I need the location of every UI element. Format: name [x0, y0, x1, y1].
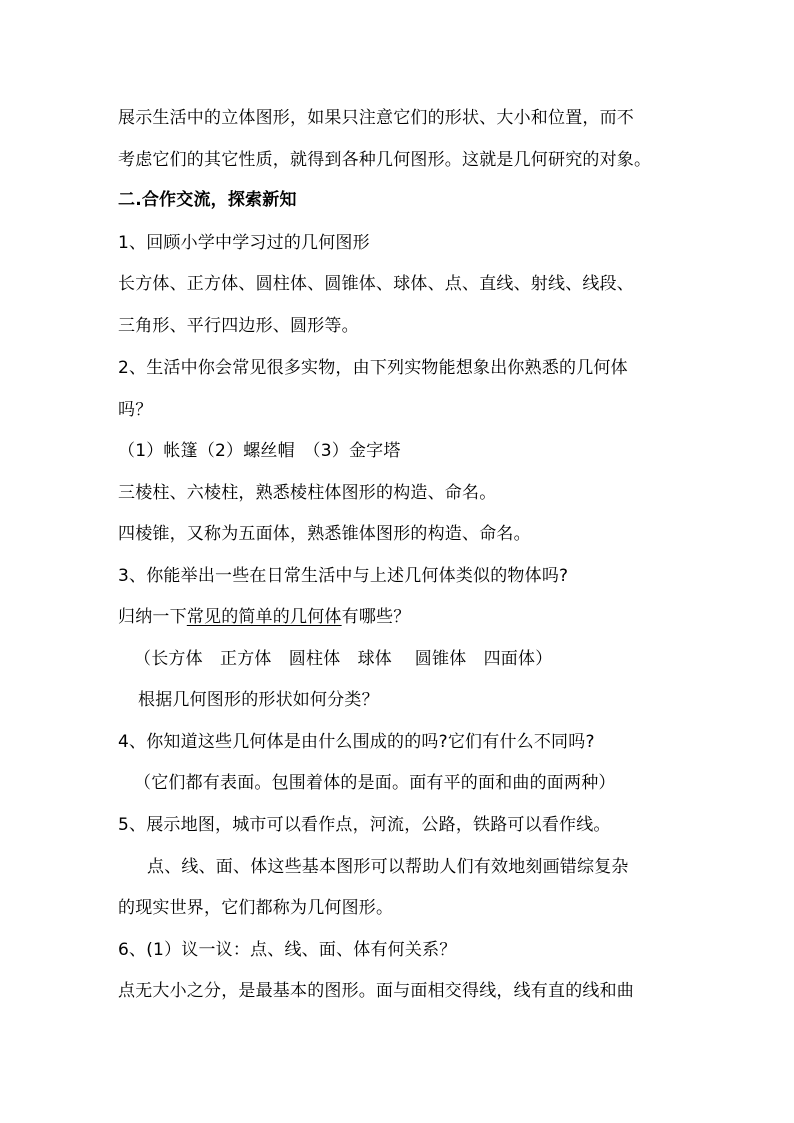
list-item: 5、展示地图，城市可以看作点，河流，公路，铁路可以看作线。 — [118, 815, 611, 835]
list-item: 2、生活中你会常见很多实物，由下列实物能想象出你熟悉的几何体 — [118, 358, 628, 378]
list-item: 6、(1）议一议：点、线、面、体有何关系？ — [118, 940, 457, 960]
underlined-text: 常见的简单的几何体 — [186, 607, 342, 627]
paragraph-line: 三角形、平行四边形、圆形等。 — [118, 316, 359, 336]
paragraph-line: 考虑它们的其它性质，就得到各种几何图形。这就是几何研究的对象。 — [118, 150, 652, 170]
paragraph-line: 四棱锥，又称为五面体，熟悉锥体图形的构造、命名。 — [118, 524, 531, 544]
list-item: 1、回顾小学中学习过的几何图形 — [118, 233, 370, 253]
text-segment: 归纳一下 — [118, 607, 187, 627]
paragraph-line: 展示生活中的立体图形，如果只注意它们的形状、大小和位置，而不 — [118, 108, 634, 128]
paragraph-line: 长方体、正方体、圆柱体、圆锥体、球体、点、直线、射线、线段、 — [118, 274, 634, 294]
list-item: 4、你知道这些几何体是由什么围成的的吗?它们有什么不同吗? — [118, 732, 595, 752]
paragraph-line: 吗？ — [118, 400, 153, 420]
paragraph-line: 的现实世界，它们都称为几何图形。 — [118, 898, 394, 918]
paragraph-line: （它们都有表面。包围着体的是面。面有平的面和曲的面两种） — [134, 773, 616, 793]
list-item: 3、你能举出一些在日常生活中与上述几何体类似的物体吗? — [118, 566, 569, 586]
section-heading: 二.合作交流，探索新知 — [118, 190, 297, 210]
paragraph-line: 三棱柱、六棱柱，熟悉棱柱体图形的构造、命名。 — [118, 483, 497, 503]
text-segment: 有哪些？ — [341, 607, 411, 627]
paragraph-line: （1）帐篷（2）螺丝帽 （3）金字塔 — [118, 441, 401, 461]
paragraph-line: 点、线、面、体这些基本图形可以帮助人们有效地刻画错综复杂 — [147, 857, 629, 877]
paragraph-line: 根据几何图形的形状如何分类？ — [138, 690, 379, 710]
paragraph-line — [118, 607, 688, 627]
paragraph-line: 点无大小之分，是最基本的图形。面与面相交得线，线有直的线和曲 — [118, 981, 634, 1001]
paragraph-line: （长方体 正方体 圆柱体 球体 圆锥体 四面体） — [134, 649, 553, 669]
